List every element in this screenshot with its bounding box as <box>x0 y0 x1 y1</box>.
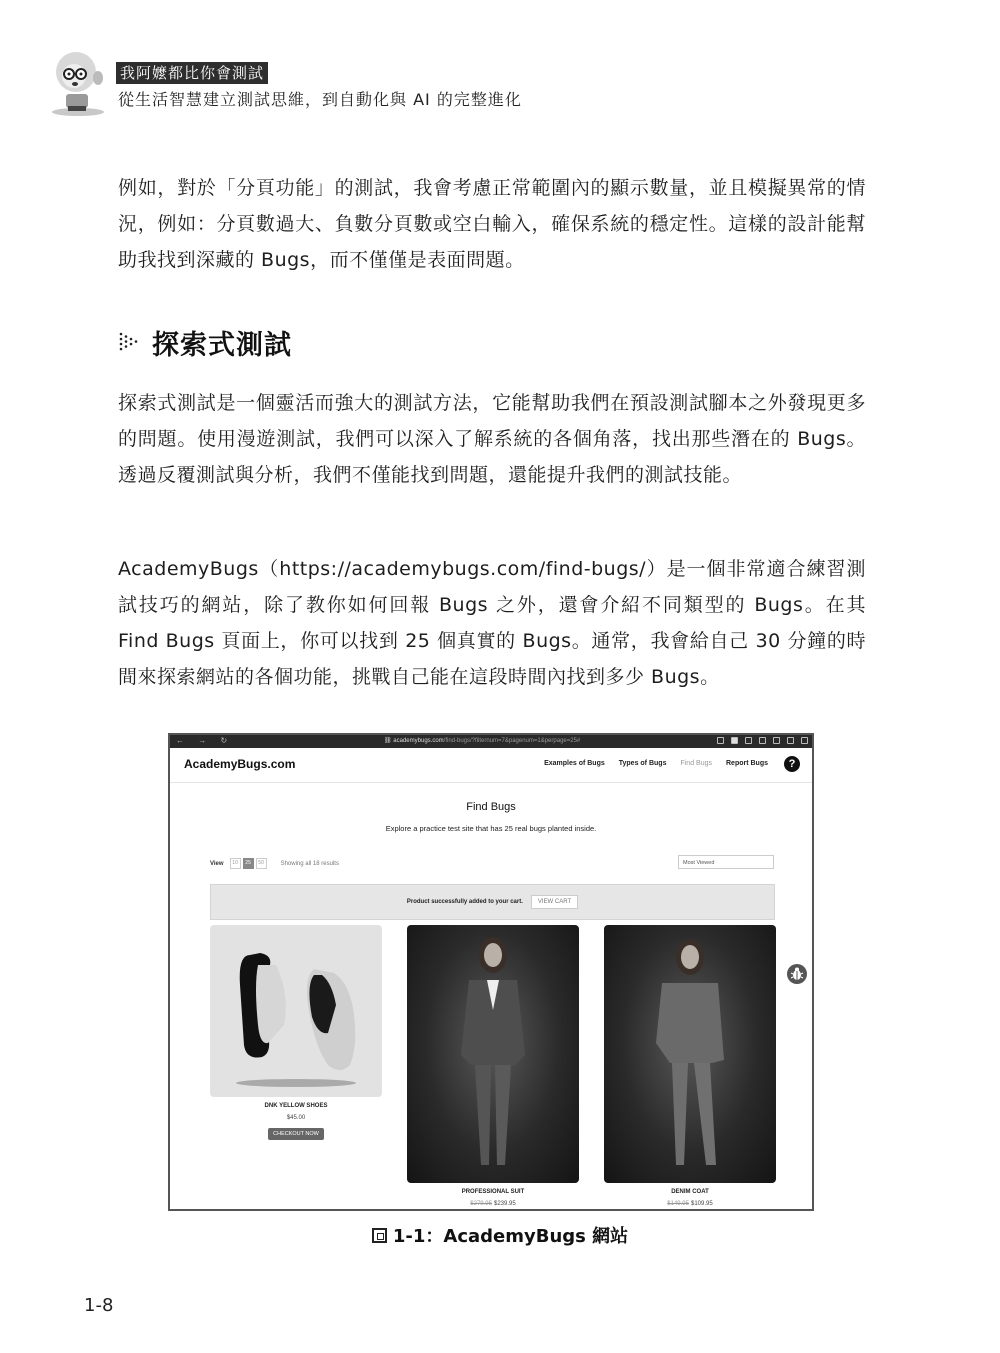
extension-icon[interactable] <box>787 737 794 744</box>
product-name[interactable]: PROFESSIONAL SUIT <box>461 1189 525 1195</box>
view-cart-button[interactable]: VIEW CART <box>531 895 578 909</box>
extension-icon[interactable] <box>731 737 738 744</box>
bug-report-icon[interactable] <box>787 964 807 984</box>
shoes-image[interactable] <box>210 925 382 1097</box>
professional-suit-image[interactable] <box>407 925 579 1183</box>
view-option-10[interactable]: 10 <box>230 858 241 869</box>
paragraph-academybugs: AcademyBugs（https://academybugs.com/find-bugs/）是一個非常適合練習測試技巧的網站，除了教你如何回報 Bugs 之外，還會介紹不同類型的 Bugs。在其 Find Bugs 頁面上，你可以找到 25 個真實的 Bugs。通常，我會給自己 30 分鐘的時間來探索網站的各個功能，挑戰自己能在這段時間內找到多少 Bugs。 <box>118 558 866 688</box>
original-price: $149.95 <box>667 1201 689 1207</box>
nav-examples-of-bugs[interactable]: Examples of Bugs <box>544 760 605 767</box>
nav-report-bugs[interactable]: Report Bugs <box>726 760 768 767</box>
cart-notice <box>210 884 775 920</box>
figure-icon <box>372 1228 387 1243</box>
sale-price: $239.95 <box>494 1201 516 1207</box>
sidebar-toggle-icon[interactable] <box>801 737 808 744</box>
product-card <box>210 925 382 1140</box>
product-name[interactable]: DNK YELLOW SHOES <box>264 1103 328 1109</box>
figure-caption: 1-1：AcademyBugs 網站 <box>0 1222 1000 1248</box>
extension-icon[interactable] <box>717 737 724 744</box>
denim-coat-image[interactable] <box>604 925 776 1183</box>
section-heading <box>118 322 292 362</box>
book-header <box>48 44 648 118</box>
original-price: $279.95 <box>470 1201 492 1207</box>
product-price: $45.00 <box>286 1115 306 1121</box>
address-bar[interactable]: ⛓ academybugs.com/find-bugs/?filternum=7&pagenum=1&perpage=25# <box>384 738 581 744</box>
view-option-25[interactable]: 25 <box>243 858 254 869</box>
site-header <box>170 748 812 783</box>
browser-extension-icons <box>717 737 808 744</box>
product-name[interactable]: DENIM COAT <box>671 1189 709 1195</box>
help-question-icon[interactable]: ? <box>784 756 800 772</box>
paragraph-pagination-testing: 例如，對於「分頁功能」的測試，我會考慮正常範圍內的顯示數量，並且模擬異常的情況，例如：分頁數過大、負數分頁數或空白輸入，確保系統的穩定性。這樣的設計能幫助我找到深藏的 Bugs，而不僅僅是表面問題。 <box>118 177 866 271</box>
nav-types-of-bugs[interactable]: Types of Bugs <box>618 760 667 767</box>
site-nav <box>544 760 768 767</box>
bug-icon <box>787 964 807 984</box>
view-option-50[interactable]: 50 <box>256 858 267 869</box>
results-count: Showing all 18 results <box>280 860 339 867</box>
model-suit-figure <box>407 925 579 1183</box>
book-title: 我阿嬤都比你會測試 <box>116 62 268 84</box>
view-controls <box>210 858 339 869</box>
product-price <box>604 1201 776 1207</box>
page-number: 1-8 <box>84 1295 114 1316</box>
extension-icon[interactable] <box>773 737 780 744</box>
nav-find-bugs[interactable]: Find Bugs <box>680 760 712 767</box>
model-denim-figure <box>604 925 776 1183</box>
grandma-mascot-icon <box>48 44 106 116</box>
dotted-triangle-icon <box>118 331 140 353</box>
extension-icon[interactable] <box>759 737 766 744</box>
academybugs-screenshot <box>168 733 814 1211</box>
find-bugs-title: Find Bugs <box>466 801 516 813</box>
product-card <box>604 925 776 1207</box>
browser-nav-buttons[interactable]: ← → ↻ <box>176 736 234 745</box>
cart-notice-text: Product successfully added to your cart. <box>406 899 523 905</box>
sneakers-icon <box>210 925 382 1097</box>
product-price <box>407 1201 579 1207</box>
paragraph-exploratory-testing: 探索式測試是一個靈活而強大的測試方法，它能幫助我們在預設測試腳本之外發現更多的問題。使用漫遊測試，我們可以深入了解系統的各個角落，找出那些潛在的 Bugs。透過反覆測試與分析，我們不僅能找到問題，還能提升我們的測試技能。 <box>118 392 866 486</box>
product-card <box>407 925 579 1207</box>
sale-price: $109.95 <box>691 1201 713 1207</box>
browser-toolbar <box>170 735 812 748</box>
sort-dropdown[interactable]: Most Viewed <box>678 855 774 869</box>
link-icon: ⛓ <box>384 738 394 744</box>
checkout-now-button[interactable]: CHECKOUT NOW <box>268 1128 324 1140</box>
section-title: 探索式測試 <box>152 329 292 361</box>
book-subtitle: 從生活智慧建立測試思維，到自動化與 AI 的完整進化 <box>118 90 522 109</box>
view-label: View <box>210 860 224 867</box>
extension-icon[interactable] <box>745 737 752 744</box>
find-bugs-subtitle: Explore a practice test site that has 25 real bugs planted inside. <box>385 824 597 833</box>
site-logo[interactable]: AcademyBugs.com <box>184 757 296 771</box>
